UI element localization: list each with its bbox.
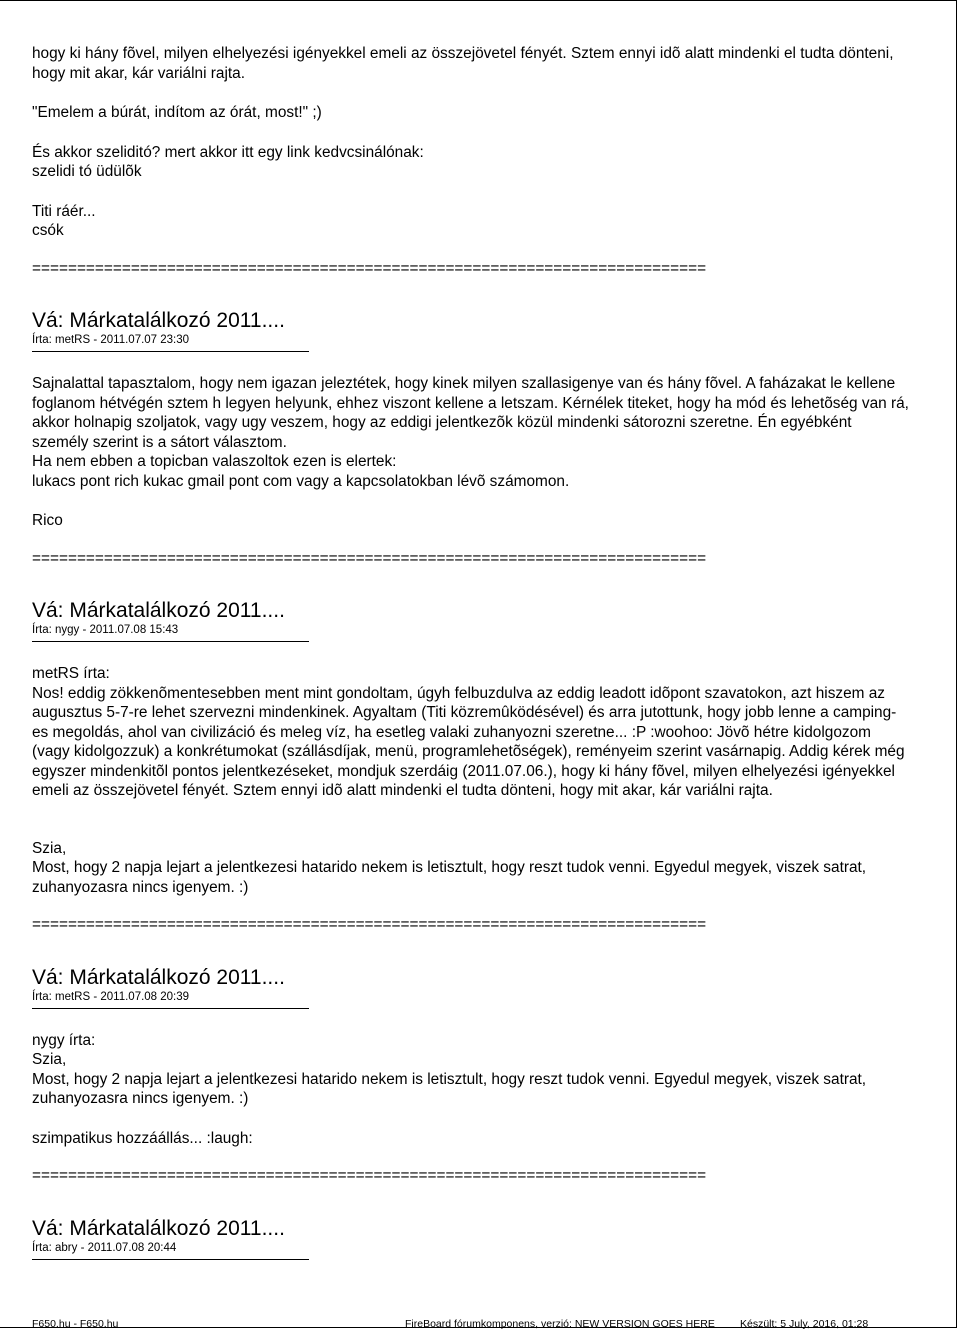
- intro-paragraph-3: És akkor szeliditó? mert akkor itt egy link kedvcsinálónak: szelidi tó üdülõk: [32, 143, 424, 180]
- intro-paragraph-1: hogy ki hány fõvel, milyen elhelyezési igényekkel emeli az összejövetel fényét. Sztem ennyi idõ alatt mindenki el tudta dönteni, hogy mit akar, kár variálni rajta.: [32, 45, 898, 82]
- post-meta: Írta: metRS - 2011.07.07 23:30: [32, 334, 190, 346]
- footer-site: F650.hu - F650.hu: [32, 1318, 119, 1330]
- separator: ===========================================================================: [32, 259, 707, 277]
- post-title: Vá: Márkatalálkozó 2011....: [32, 965, 285, 989]
- intro-paragraph-4: Titi ráér... csók: [32, 202, 96, 239]
- document-body: [32, 44, 912, 1260]
- separator: ===========================================================================: [32, 549, 707, 567]
- quote-text: Nos! eddig zökkenõmentesebben ment mint gondoltam, úgyh felbuzdulva az eddig leadott idõpont szavatokon, azt hiszem az augusztus 5-7-re lehet szervezni mindenkinek. Agyaltam (Titi közremûködésével) és arra jutottunk, hogy jobb lenne a camping-es megoldás, ahol van civilizáció és meleg víz, ha esetleg valaki zuhanyozni szeretne... :P :woohoo: Jövõ hétre kidolgozom (vagy kidolgozzuk) a konkrétumokat (szállásdíjak, menü, programlehetõségek), reményeim szerint vasárnapig. Addig kérek még egyszer mindenkitõl pontos jelentkezéseket, mondjuk szerdáig (2011.07.06.), hogy ki hány fõvel, milyen elhelyezési igényekkel emeli az összejövetel fényét. Sztem ennyi idõ alatt mindenki el tudta dönteni, hogy mit akar, kár variálni rajta.: [32, 684, 909, 799]
- quote-author: metRS írta:: [32, 665, 110, 682]
- post-title: Vá: Márkatalálkozó 2011....: [32, 599, 285, 622]
- page-footer: [32, 1317, 912, 1331]
- footer-created: Készült: 5 July, 2016, 01:28: [740, 1318, 869, 1330]
- post-body: Szia, Most, hogy 2 napja lejart a jelentkezesi hatarido nekem is letisztult, hogy reszt tudok venni. Egyedul megyek, viszek satrat, zuhanyozasra nincs igenyem. :): [32, 839, 867, 896]
- post-rule: [32, 1259, 309, 1260]
- post-meta: Írta: metRS - 2011.07.08 20:39: [32, 990, 190, 1003]
- separator: ===========================================================================: [32, 1167, 707, 1184]
- footer-engine: FireBoard fórumkomponens, verzió: NEW VERSION GOES HERE: [405, 1318, 715, 1330]
- post-body: szimpatikus hozzáállás... :laugh:: [32, 1129, 253, 1147]
- post-body: Sajnalattal tapasztalom, hogy nem igazan jeleztétek, hogy kinek milyen szallasigenye van és hány fõvel. A faházakat le kellene foglanom hétvégén sztem h legyen helyunk, ehhez viszont kellene a letszam. Kérnélek titeket, hogy ha mód és lehetõség van rá, akkor holnapig szoljatok, vagy ugy veszem, hogy az eddigi jelentkezõk közül mindenki sátorozni szeretne. Én egyébként személy szerint is a sátort választom. Ha nem ebben a topicban valaszoltok ezen is elertek: lukacs pont rich kukac gmail pont com vagy a kapcsolatokban lévõ számomon.: [32, 375, 909, 490]
- post-title: Vá: Márkatalálkozó 2011....: [32, 309, 285, 332]
- quote-text: Szia, Most, hogy 2 napja lejart a jelentkezesi hatarido nekem is letisztult, hogy reszt tudok venni. Egyedul megyek, viszek satrat, zuhanyozasra nincs igenyem. :): [32, 1051, 867, 1107]
- intro-paragraph-2: "Emelem a búrát, indítom az órát, most!" ;): [32, 104, 322, 121]
- post-title: Vá: Márkatalálkozó 2011....: [32, 1216, 285, 1240]
- quote-author: nygy írta:: [32, 1031, 96, 1049]
- separator: ===========================================================================: [32, 916, 707, 933]
- post-meta: Írta: abry - 2011.07.08 20:44: [32, 1241, 177, 1254]
- post-signature: Rico: [32, 512, 63, 529]
- post-meta: Írta: nygy - 2011.07.08 15:43: [32, 624, 179, 636]
